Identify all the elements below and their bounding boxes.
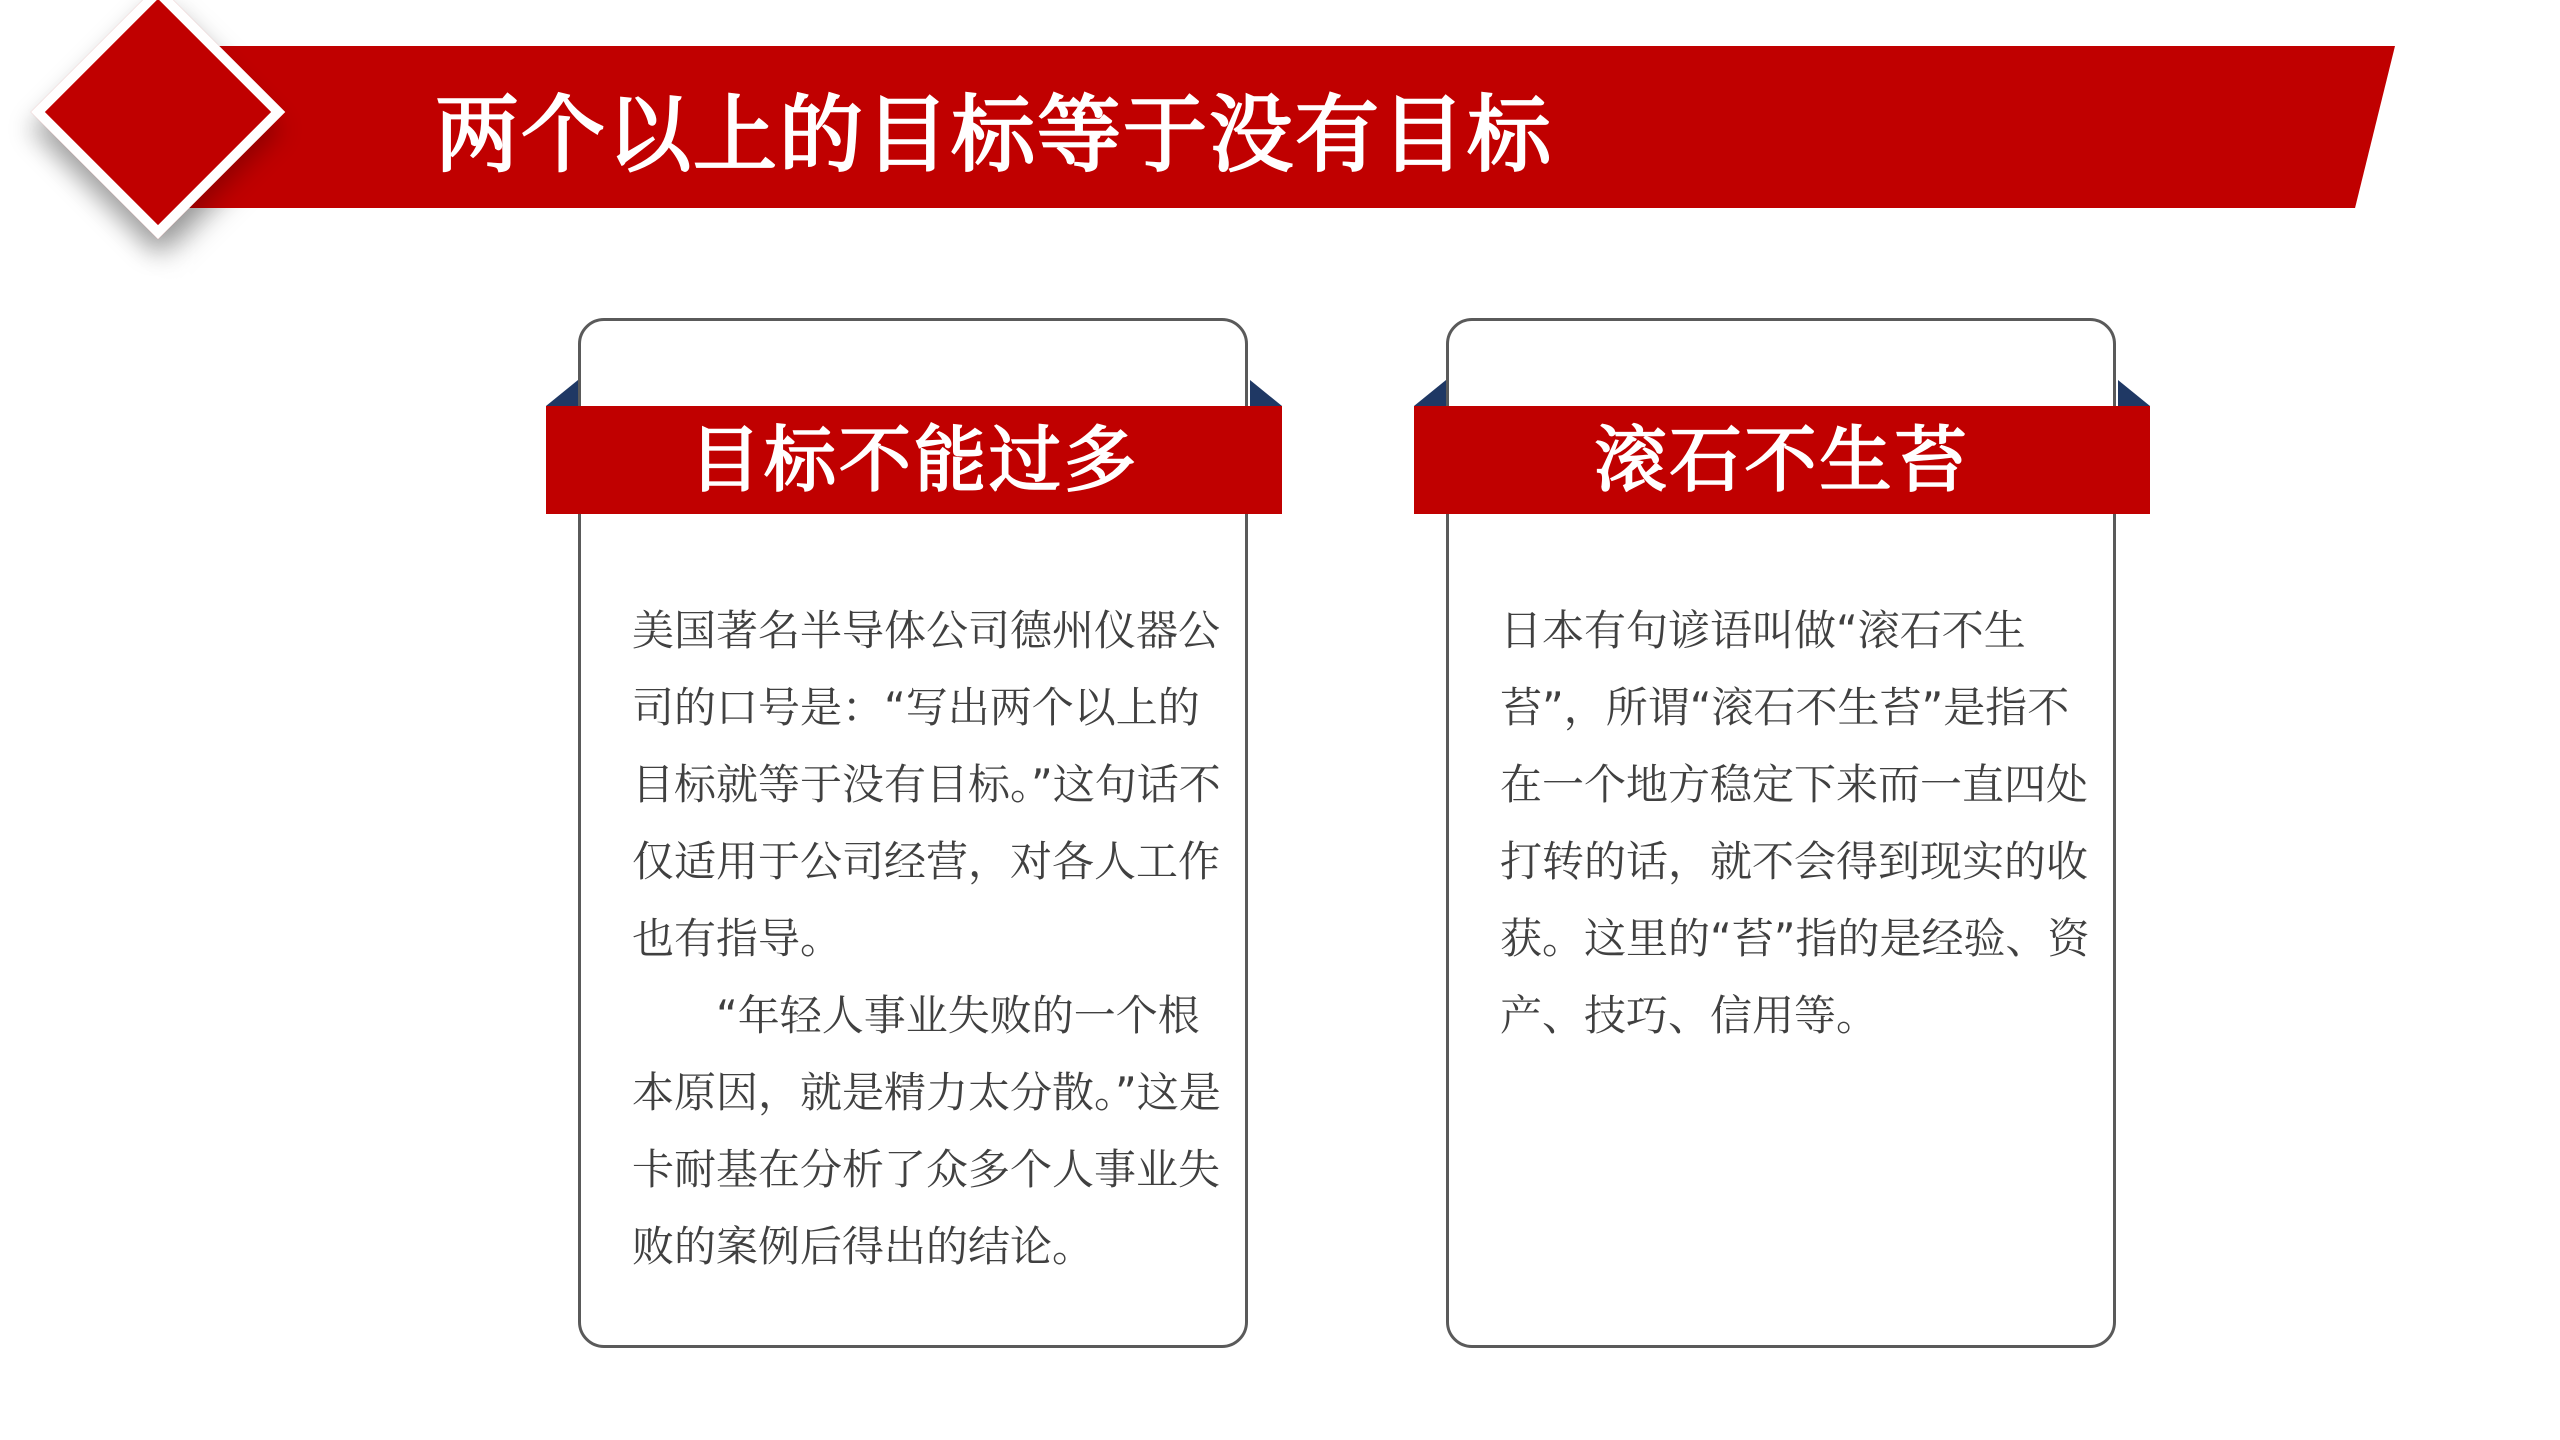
card-paragraph: “年轻人事业失败的一个根本原因，就是精力太分散。”这是卡耐基在分析了众多个人事业失败的案例后得出的结论。 [632, 991, 1221, 1271]
ribbon-fold-right [2118, 380, 2150, 406]
page-title: 两个以上的目标等于没有目标 [435, 86, 1554, 184]
ribbon-fold-left [546, 380, 578, 406]
card-ribbon [1414, 406, 2150, 514]
card-ribbon [546, 406, 1282, 514]
card-paragraph: 美国著名半导体公司德州仪器公司的口号是：“写出两个以上的目标就等于没有目标。”这句话不仅适用于公司经营，对各人工作也有指导。 [632, 606, 1221, 963]
card-title: 目标不能过多 [688, 418, 1139, 502]
ribbon-fold-right [1250, 380, 1282, 406]
card-paragraph: 日本有句谚语叫做“滚石不生苔”，所谓“滚石不生苔”是指不在一个地方稳定下来而一直四处打转的话，就不会得到现实的收获。这里的“苔”指的是经验、资产、技巧、信用等。 [1500, 606, 2090, 1040]
ribbon-fold-left [1414, 380, 1446, 406]
card-body [1500, 592, 2090, 1054]
card-title: 滚石不生苔 [1594, 418, 1970, 502]
card-body [632, 592, 1222, 1285]
